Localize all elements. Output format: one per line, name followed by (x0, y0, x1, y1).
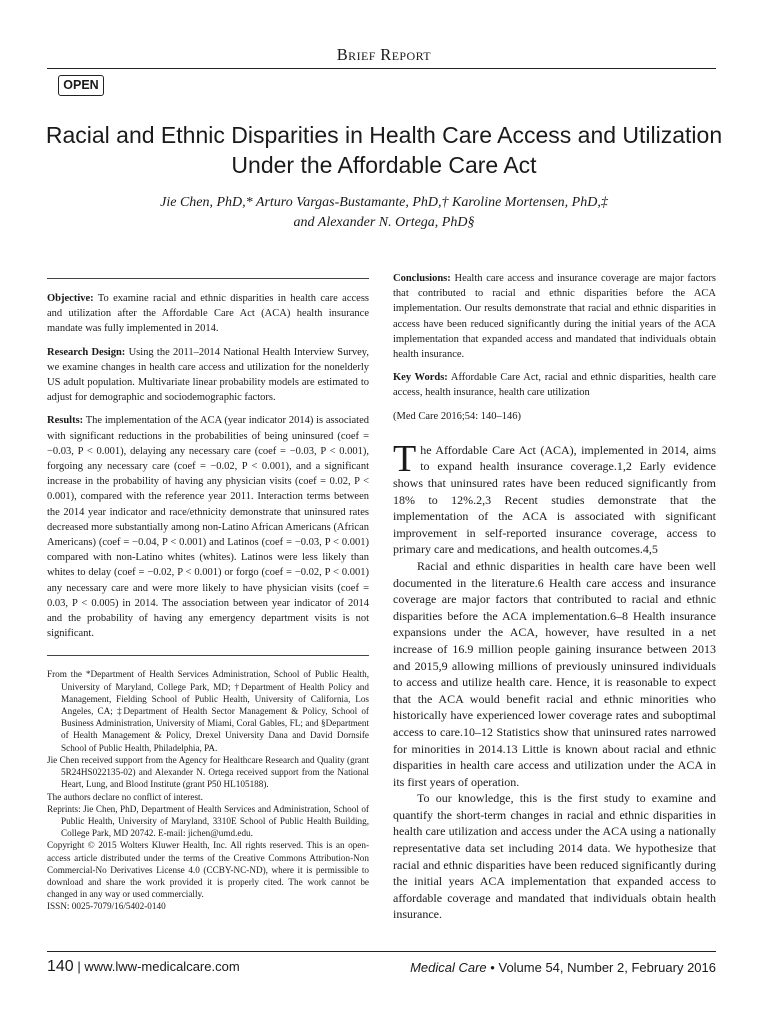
results-label: Results: (47, 415, 84, 427)
footer-rule (47, 951, 716, 952)
author-list (40, 193, 728, 233)
abstract-conclusions (393, 271, 716, 362)
conclusions-label: Conclusions: (393, 273, 451, 284)
footnote-conflict: The authors declare no conflict of interest. (47, 791, 203, 802)
abstract-design (47, 345, 369, 406)
intro-paragraph-1 (393, 437, 716, 558)
intro-paragraph-2: Racial and ethnic disparities in health care have been well documented in the literature.6 Health care access and insurance coverage are major factors that contributed to racial and ethnic disparities before the ACA implementation.6–8 Health insurance expansions under the ACA, however, have resulted in a net increase of 16.9 million people gaining insurance between 2013 and 2015,9 allowing millions of previously uninsured individuals to access and utilize health care. Hence, it is reasonable to expect that the ACA would benefit racial and ethnic minorities who historically have experienced lower coverage rates and suboptimal access to care.10–12 Statistics show that uninsured rates narrowed for minorities in 2014.13 Little is known about racial and ethnic disparities in health care access and utilization under the ACA in its first years of operation. (393, 558, 716, 789)
objective-label: Objective: (47, 293, 94, 304)
footnote-reprints: Reprints: Jie Chen, PhD, Department of Health Services and Administration, School of Public Health, University of Maryland, 3310E School of Public Health Building, College Park, MD 20742. E-mail: jichen@umd.edu. (47, 803, 369, 839)
footnote-issn: ISSN: 0025-7079/16/5402-0140 (47, 901, 166, 912)
authors-line-1: Jie Chen, PhD,* Arturo Vargas-Bustamante, PhD,† Karoline Mortensen, PhD,‡ (160, 195, 608, 210)
abstract-keywords (393, 370, 716, 400)
abstract-results (47, 413, 369, 641)
authors-line-2: and Alexander N. Ortega, PhD§ (293, 215, 475, 230)
footnotes (47, 668, 369, 912)
journal-issue: Volume 54, Number 2, February 2016 (498, 960, 716, 975)
footer-bullet: • (490, 960, 495, 975)
abstract-top-rule (47, 278, 369, 279)
abstract-citation: (Med Care 2016;54: 140–146) (393, 410, 522, 422)
footnote-rule (47, 655, 369, 656)
journal-url-link[interactable]: www.lww-medicalcare.com (84, 959, 240, 974)
conclusions-text: Health care access and insurance coverage are major factors that contributed to racial and ethnic disparities before the ACA implementation. Our results demonstrate that racial and ethnic disparities in access have been reduced significantly during the initial years of the ACA implementation that expanded access and mandated that individuals obtain health insurance. (393, 273, 716, 361)
keywords-text: Affordable Care Act, racial and ethnic disparities, health care access, health insurance, health care utilization (393, 372, 716, 399)
open-access-badge: OPEN (58, 75, 104, 96)
abstract-objective (47, 291, 369, 337)
left-column (47, 278, 369, 913)
intro-paragraph-1-text: he Affordable Care Act (ACA), implemented in 2014, aims to expand health insurance coverage.1,2 Early evidence shows that uninsured rates have been reduced significantly from 18% to 12%.2,3 Recent studies demonstrate that the implementation of the ACA is associated with significant improvement in self-reported insurance coverage, access to primary care and medications, and health outcomes.4,5 (393, 442, 716, 557)
running-head: Brief Report (336, 45, 431, 64)
keywords-label: Key Words: (393, 372, 448, 384)
page-footer-right (410, 960, 716, 975)
header-rule (47, 68, 716, 69)
page-number: 140 (47, 958, 74, 975)
intro-paragraph-3: To our knowledge, this is the first study to examine and quantify the short-term changes in racial and ethnic disparities in health care utilization and access under the ACA using a nationally representative data set including 2014 data. We hypothesize that racial and ethnic disparities have been reduced significantly during the initial years ACA implementation that expanded access to affordable coverage and mandated that individuals obtain health insurance. (393, 791, 716, 922)
footnote-affiliations: From the *Department of Health Services Administration, School of Public Health, University of Maryland, College Park, MD; †Department of Health Policy and Management, Fielding School of Public Health, University of California, Los Angeles, CA; ‡Department of Health Sector Management & Policy, School of Business Administration, University of Miami, Coral Gables, FL; and §Department of Health Management & Policy, Drexel University Dana and David Dornsife School of Public Health, Philadelphia, PA. (47, 669, 369, 753)
drop-cap: T (393, 437, 417, 480)
design-text: Using the 2011–2014 National Health Interview Survey, we examine changes in health care access and utilization for the nonelderly US adult population. Multivariate linear probability models are estimated to adjust for demographic and sociodemographic factors. (47, 346, 369, 404)
footnote-copyright: Copyright © 2015 Wolters Kluwer Health, Inc. All rights reserved. This is an open-access article distributed under the terms of the Creative Commons Attribution-Non Commercial-No Derivatives License 4.0 (CCBY-NC-ND), where it is permissible to download and share the work provided it is properly cited. The work cannot be changed in any way or used commercially. (47, 840, 369, 900)
objective-text: To examine racial and ethnic disparities in health care access and utilization after the Affordable Care Act (ACA) health insurance mandate was fully implemented in 2014. (47, 293, 369, 335)
footnote-funding: Jie Chen received support from the Agency for Healthcare Research and Quality (grant 5R24HS022135-02) and Alexander N. Ortega received support from the National Heart, Lung, and Blood Institute (grant P50 HL105188). (47, 754, 369, 790)
design-label: Research Design: (47, 346, 126, 358)
footer-separator: | (77, 959, 81, 974)
right-column (393, 271, 716, 923)
page-footer-left (47, 958, 240, 976)
results-text: The implementation of the ACA (year indicator 2014) is associated with significant reductions in the probabilities of being uninsured (coef = −0.03, P < 0.001), delaying any necessary care (coef = −0.03, P < 0.001), forgoing any necessary care (coef = −0.02, P < 0.001), and a significant increase in the probability of having any physician visits (coef = 0.02, P < 0.001), compared with the reference year 2011. Interaction terms between the 2014 year indicator and race/ethnicity demonstrate that uninsured rates decreased more substantially among non-Latino African Americans (African Americans) (coef = −0.04, P < 0.001) and Latinos (coef = −0.03, P < 0.001) compared with non-Latino whites (whites). Latinos were less likely than whites to delay (coef = −0.02, P < 0.001) or forgo (coef = −0.02, P < 0.001) any necessary care and were more likely to have physician visits (coef = 0.03, P < 0.005) in 2014. The association between year indicator of 2014 and the probability of having any emergency department visits is not significant. (47, 415, 369, 640)
article-title: Racial and Ethnic Disparities in Health Care Access and Utilization Under the Affordable Care Act (45, 122, 723, 178)
journal-name: Medical Care (410, 960, 487, 975)
